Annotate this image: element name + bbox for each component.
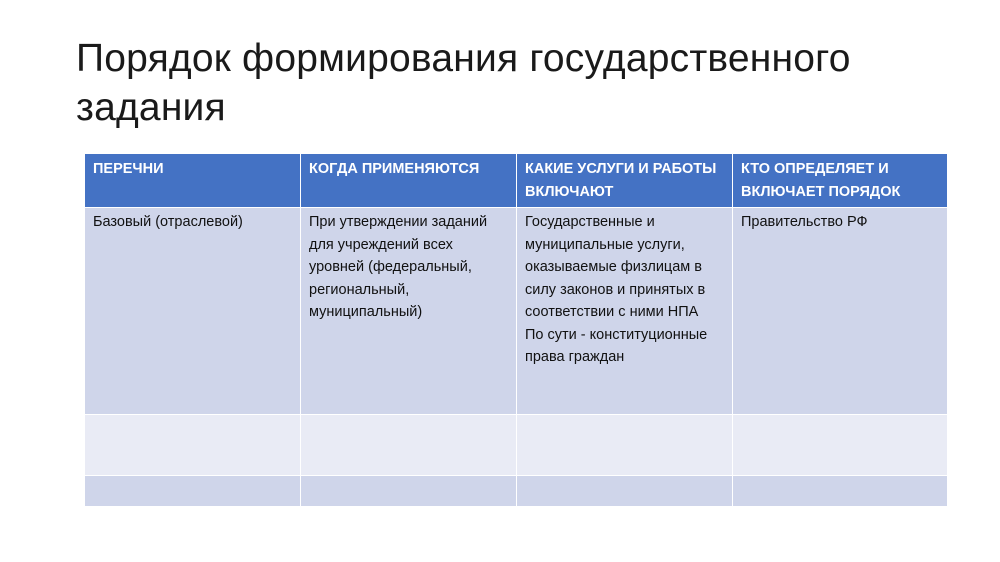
header-cell-who-determines: КТО ОПРЕДЕЛЯЕТ И ВКЛЮЧАЕТ ПОРЯДОК xyxy=(733,154,948,208)
cell-text-essence: По сути - конституционные права граждан xyxy=(525,326,708,365)
table-cell xyxy=(517,208,733,415)
table-row xyxy=(85,476,948,507)
header-cell-services-included: КАКИЕ УСЛУГИ И РАБОТЫ ВКЛЮЧАЮТ xyxy=(517,154,733,208)
table-cell xyxy=(517,415,733,476)
table-cell: Правительство РФ xyxy=(733,208,948,415)
header-cell-lists: ПЕРЕЧНИ xyxy=(85,154,301,208)
table-cell xyxy=(301,476,517,507)
table-cell: При утверждении заданий для учреждений всех уровней (федеральный, региональный, муниципальный) xyxy=(301,208,517,415)
table-cell xyxy=(733,476,948,507)
slide-title: Порядок формирования государственного задания xyxy=(76,37,851,129)
table-cell: Базовый (отраслевой) xyxy=(85,208,301,415)
table-row xyxy=(85,208,948,415)
table-cell xyxy=(301,415,517,476)
table-cell xyxy=(733,415,948,476)
header-cell-when-applied: КОГДА ПРИМЕНЯЮТСЯ xyxy=(301,154,517,208)
data-table xyxy=(84,153,948,507)
table-header-row xyxy=(85,154,948,208)
cell-text-services: Государственные и муниципальные услуги, оказываемые физлицам в силу законов и принятых в соответствии с ними НПА xyxy=(525,214,706,320)
table-row xyxy=(85,415,948,476)
table-cell xyxy=(85,415,301,476)
table-cell xyxy=(517,476,733,507)
table-cell xyxy=(85,476,301,507)
